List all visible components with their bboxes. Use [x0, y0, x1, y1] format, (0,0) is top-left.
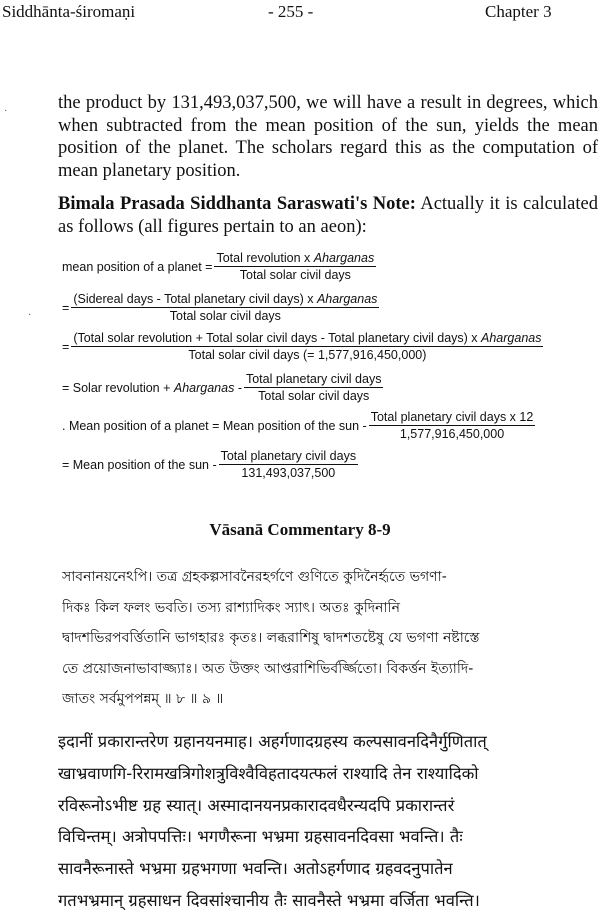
note-heading: Bimala Prasada Siddhanta Saraswati's Note: — [58, 194, 416, 214]
bengali-line: দ্বাদশভিরপবর্ত্তিতানি ভাগহারঃ কৃতঃ। লব্ধরাশিষু দ্বাদশতষ্টেষু যে ভগণা নষ্টাস্তে — [62, 630, 480, 646]
sanskrit-line: इदानीं प्रकारान्तरेण ग्रहानयनमाह। अहर्गणादग्रहस्य कल्पसावनदिनैर्गुणितात् — [58, 732, 487, 751]
fraction — [71, 292, 379, 323]
bengali-line: সাবনানয়নেঽপি। তত্র গ্রহকল্পসাবনৈরহর্গণে গুণিতে কুদিনৈর্হৃতে ভগণা- — [62, 569, 447, 585]
equation-6 — [62, 449, 360, 480]
fraction — [214, 251, 376, 282]
equation-lhs: = — [62, 339, 70, 354]
sanskrit-line: सावनैरूनास्ते भभ्रमा ग्रहभगणा भवन्ति। अतोऽहर्गणाद ग्रहवदनुपातेन — [58, 859, 453, 878]
running-head-title: Siddhānta-śiromaṇi — [2, 2, 136, 21]
fraction-denominator: 1,577,916,450,000 — [399, 427, 505, 441]
sanskrit-line: गतभभ्रमान् ग्रहसाधन दिवसांश्चानीय तैः सावनैस्ते भभ्रमा वर्जिता भवन्ति। — [58, 891, 480, 910]
fraction-denominator: Total solar civil days — [258, 389, 370, 403]
bengali-line: দিকঃ কিল ফলং ভবতি। তস্য রাশ্যাদিকং স্যাৎ। অতঃ কুদিনানি — [62, 600, 400, 616]
equation-5 — [62, 410, 537, 441]
fraction — [244, 372, 383, 403]
fraction-denominator: 131,493,037,500 — [241, 466, 336, 480]
margin-mark: · — [28, 310, 32, 321]
sanskrit-line: रविरूनोऽभीष्ट ग्रह स्यात्। अस्मादानयनप्रकारादवधैरन्यदपि प्रकारान्तरं — [58, 796, 455, 815]
sanskrit-line: खाभ्रवाणगि-रिरामखत्रिगोशत्रुविश्वैविहतादयत्फलं राश्यादि तेन राश्यादिको — [58, 764, 479, 783]
fraction-numerator: (Total solar revolution + Total solar civil days - Total planetary civil days) x Aharganas — [73, 331, 542, 345]
fraction-numerator: Total planetary civil days — [220, 449, 357, 463]
fraction-denominator: Total solar civil days — [239, 268, 351, 282]
equation-1 — [62, 251, 378, 282]
fraction-numerator: Total revolution x Aharganas — [216, 251, 375, 265]
equation-lhs: mean position of a planet = — [62, 259, 213, 274]
equation-4 — [62, 372, 385, 403]
fraction-numerator: Total planetary civil days — [245, 372, 382, 386]
fraction-denominator: Total solar civil days (= 1,577,916,450,000) — [188, 348, 427, 362]
fraction — [369, 410, 536, 441]
fraction-denominator: Total solar civil days — [169, 309, 281, 323]
fraction — [71, 331, 543, 362]
equation-lhs: = Mean position of the sun - — [62, 457, 217, 472]
equation-lhs: = Solar revolution + Aharganas - — [62, 380, 242, 395]
equation-lhs: = — [62, 300, 70, 315]
note-text: Actually it is calculated as follows (all figures pertain to an aeon): — [58, 194, 598, 237]
bengali-line: তে প্রয়োজনাভাবাজ্জ্যাঃ। অত উক্তং আপ্তরাশিভির্বর্জ্জিতো। বিকর্ত্তন ইত্যাদি- — [62, 661, 474, 677]
equation-2 — [62, 292, 381, 323]
note-paragraph — [58, 193, 598, 238]
fraction — [219, 449, 358, 480]
equation-3 — [62, 331, 545, 362]
page-number: - 255 - — [268, 2, 314, 21]
bengali-line: জাতং সর্বমুপপন্নম্ ॥ ৮ ॥ ৯ ॥ — [62, 691, 224, 707]
running-head-chapter: Chapter 3 — [485, 2, 552, 21]
equation-lhs: . Mean position of a planet = Mean position of the sun - — [62, 418, 367, 433]
margin-mark: · — [4, 106, 8, 117]
sanskrit-line: विचिन्तम्। अत्रोपपत्तिः। भगणैरूना भभ्रमा ग्रहसावनदिवसा भवन्ति। तैः — [58, 827, 463, 846]
fraction-numerator: (Sidereal days - Total planetary civil days) x Aharganas — [73, 292, 378, 306]
fraction-numerator: Total planetary civil days x 12 — [370, 410, 534, 424]
commentary-title: Vāsanā Commentary 8-9 — [209, 520, 391, 539]
translation-paragraph: the product by 131,493,037,500, we will have a result in degrees, which when subtracted from the mean position of the sun, yields the mean position of the planet. The scholars regard this as the computation of mean planetary position. — [58, 93, 598, 181]
